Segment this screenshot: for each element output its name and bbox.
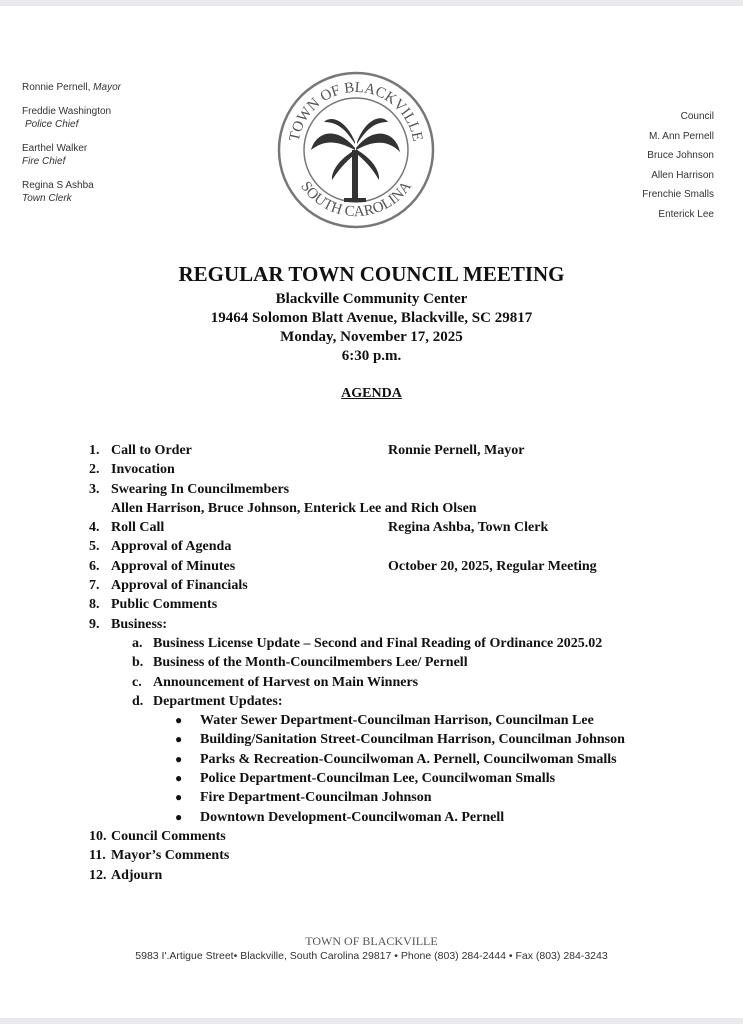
agenda-item bbox=[0, 480, 743, 499]
agenda-item bbox=[0, 441, 743, 460]
bullet-icon: ● bbox=[175, 732, 183, 747]
bullet-icon: ● bbox=[175, 790, 183, 805]
item-text: Call to Order bbox=[111, 443, 192, 458]
official-police-chief bbox=[22, 105, 121, 131]
agenda-item bbox=[0, 595, 743, 614]
agenda-item bbox=[0, 518, 743, 537]
item-number: 3. bbox=[89, 481, 100, 497]
item-number: 1. bbox=[89, 443, 100, 458]
item-number: 8. bbox=[89, 597, 100, 613]
item-number: 10. bbox=[89, 828, 107, 844]
item-text: Approval of Minutes bbox=[111, 558, 236, 574]
item-presenter: Ronnie Pernell, Mayor bbox=[388, 443, 525, 458]
agenda-bullet bbox=[0, 808, 743, 827]
bullet-icon: ● bbox=[175, 751, 183, 766]
official-town-clerk bbox=[22, 179, 121, 205]
item-text: Business of the Month-Councilmembers Lee/ Pernell bbox=[153, 655, 468, 671]
official-name: Freddie Washington bbox=[22, 106, 112, 117]
item-text: Fire Department-Councilman Johnson bbox=[200, 790, 432, 806]
official-name: Earthel Walker bbox=[22, 143, 88, 154]
council-member: Frenchie Smalls bbox=[642, 189, 714, 200]
agenda-subitem bbox=[0, 634, 743, 653]
item-text: Mayor’s Comments bbox=[111, 848, 230, 864]
official-title: Town Clerk bbox=[22, 193, 72, 204]
item-text: Public Comments bbox=[111, 597, 218, 613]
council-list bbox=[642, 107, 714, 224]
council-member: Enterick Lee bbox=[658, 208, 714, 220]
bullet-icon: ● bbox=[175, 809, 183, 824]
agenda-bullet bbox=[0, 788, 743, 807]
item-letter: c. bbox=[132, 674, 142, 690]
agenda-item bbox=[0, 557, 743, 576]
agenda-item bbox=[0, 846, 743, 865]
item-text: Downtown Development-Councilwoman A. Pernell bbox=[200, 809, 505, 825]
agenda-item bbox=[0, 537, 743, 556]
item-text: Water Sewer Department-Councilman Harrison, Councilman Lee bbox=[200, 713, 594, 729]
official-title: Police Chief bbox=[25, 119, 79, 130]
item-text: Department Updates: bbox=[153, 693, 283, 709]
agenda-bullet bbox=[0, 730, 743, 749]
item-number: 12. bbox=[89, 867, 107, 883]
item-detail: Allen Harrison, Bruce Johnson, Enterick Lee and Rich Olsen bbox=[111, 500, 477, 516]
item-text: Roll Call bbox=[111, 520, 165, 536]
item-text: Building/Sanitation Street-Councilman Harrison, Councilman Johnson bbox=[200, 732, 625, 748]
agenda-bullet bbox=[0, 769, 743, 788]
bullet-icon: ● bbox=[175, 771, 183, 786]
item-letter: a. bbox=[132, 635, 143, 651]
item-number: 2. bbox=[89, 462, 100, 478]
official-name: Ronnie Pernell bbox=[22, 82, 88, 93]
item-text: Invocation bbox=[111, 462, 175, 478]
venue: Blackville Community Center bbox=[275, 291, 468, 307]
item-text: Council Comments bbox=[111, 828, 226, 844]
footer-org: TOWN OF BLACKVILLE bbox=[305, 934, 438, 948]
item-text: Business: bbox=[111, 616, 168, 632]
official-title: Fire Chief bbox=[22, 156, 66, 167]
agenda-item bbox=[0, 866, 743, 885]
palmetto-tree-icon bbox=[311, 118, 400, 202]
council-member: Bruce Johnson bbox=[647, 150, 714, 161]
footer-contact: 5983 I'.Artigue Street• Blackville, South Carolina 29817 • Phone (803) 284-2444 • Fax (803) 284-3243 bbox=[135, 950, 608, 962]
item-presenter: Regina Ashba, Town Clerk bbox=[388, 520, 549, 536]
agenda-item bbox=[0, 460, 743, 479]
meeting-date: Monday, November 17, 2025 bbox=[280, 329, 463, 345]
agenda-item-detail bbox=[0, 499, 743, 518]
item-letter: b. bbox=[132, 655, 144, 671]
agenda-item bbox=[0, 827, 743, 846]
meeting-time: 6:30 p.m. bbox=[341, 348, 402, 364]
agenda-item bbox=[0, 576, 743, 595]
agenda-bullet bbox=[0, 711, 743, 730]
item-text: Parks & Recreation-Councilwoman A. Pernell, Councilwoman Smalls bbox=[200, 751, 617, 767]
official-name: Regina S Ashba bbox=[22, 180, 94, 191]
item-number: 4. bbox=[89, 520, 100, 536]
agenda-bullet bbox=[0, 750, 743, 769]
agenda-subitem bbox=[0, 673, 743, 692]
svg-text:SOUTH CAROLINA: SOUTH CAROLINA bbox=[297, 178, 415, 221]
item-number: 6. bbox=[89, 558, 100, 574]
item-presenter: October 20, 2025, Regular Meeting bbox=[388, 558, 597, 574]
council-heading: Council bbox=[680, 111, 714, 122]
bullet-icon: ● bbox=[175, 713, 183, 728]
officials-list bbox=[22, 81, 121, 216]
item-text: Police Department-Councilman Lee, Councilwoman Smalls bbox=[200, 771, 556, 787]
agenda-heading: AGENDA bbox=[341, 386, 402, 401]
page-title: REGULAR TOWN COUNCIL MEETING bbox=[178, 262, 565, 286]
council-member: M. Ann Pernell bbox=[648, 130, 714, 142]
town-seal-logo bbox=[276, 70, 436, 230]
item-text: Announcement of Harvest on Main Winners bbox=[153, 674, 419, 690]
agenda-subitem bbox=[0, 692, 743, 711]
item-text: Approval of Financials bbox=[111, 578, 248, 594]
item-number: 9. bbox=[89, 616, 100, 632]
council-member: Allen Harrison bbox=[651, 169, 714, 181]
item-number: 11. bbox=[89, 848, 106, 864]
svg-text:TOWN OF BLACKVILLE: TOWN OF BLACKVILLE bbox=[286, 79, 426, 143]
address: 19464 Solomon Blatt Avenue, Blackville, SC 29817 bbox=[210, 310, 533, 326]
official-fire-chief bbox=[22, 142, 121, 168]
agenda-subitem bbox=[0, 653, 743, 672]
official-mayor: Ronnie Pernell, Mayor bbox=[22, 82, 121, 93]
item-text: Swearing In Councilmembers bbox=[111, 481, 290, 497]
agenda-item bbox=[0, 615, 743, 634]
agenda-list bbox=[0, 441, 743, 885]
item-text: Approval of Agenda bbox=[111, 539, 232, 555]
item-letter: d. bbox=[132, 693, 144, 709]
official-title: Mayor bbox=[93, 82, 121, 93]
meeting-details bbox=[0, 290, 743, 366]
item-number: 7. bbox=[89, 578, 100, 594]
item-number: 5. bbox=[89, 539, 100, 555]
item-text: Adjourn bbox=[111, 867, 163, 883]
item-text: Business License Update – Second and Final Reading of Ordinance 2025.02 bbox=[153, 635, 603, 651]
